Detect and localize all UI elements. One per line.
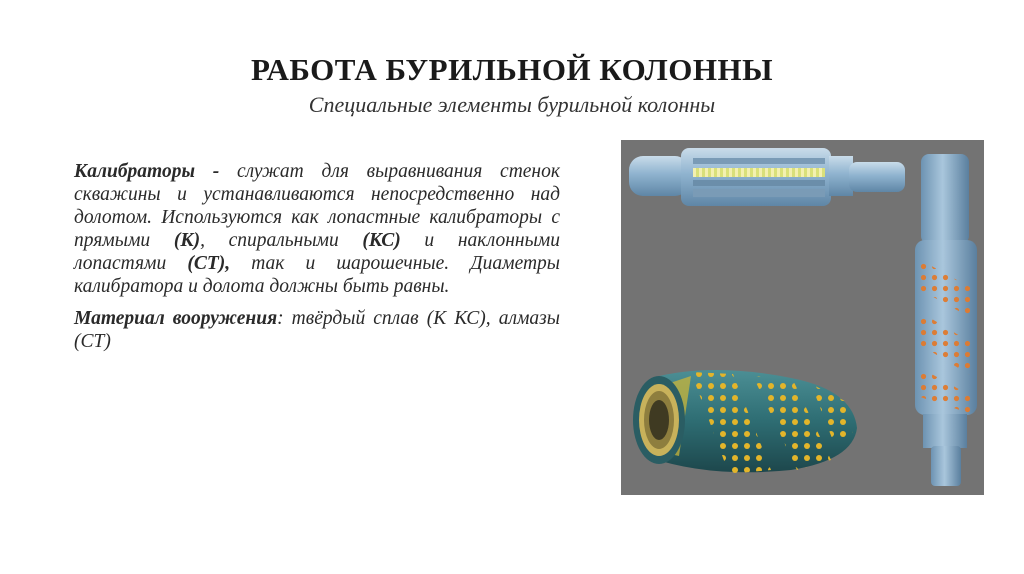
text-segment: , спиральными: [200, 230, 363, 251]
term-material: Материал вооружения: [74, 308, 278, 329]
text-segment: : твёрдый сплав (К КС), алмазы (СТ): [74, 308, 560, 352]
code-ks: (КС): [362, 230, 401, 251]
slide-subtitle: Специальные элементы бурильной колонны: [308, 92, 716, 117]
spiral-blade-calibrator-vertical: [915, 154, 977, 486]
code-k: (К): [173, 230, 201, 251]
text-segment: так и шарошечные. Диаметры калибратора и долота должны быть равны.: [74, 253, 561, 297]
code-st: (СТ),: [187, 253, 231, 274]
calibrators-image: [621, 140, 984, 495]
term-calibrators: Калибраторы -: [74, 161, 220, 182]
text-segment: служат для выравнивания стенок скважины и устанавливаются непосредственно над долотом. Используются как лопастные калибраторы с прямыми: [74, 161, 560, 251]
spiral-blade-calibrator-teal: [633, 370, 857, 474]
calibrators-illustration: [621, 140, 984, 495]
paragraph-calibrators: [74, 160, 560, 298]
paragraph-material: [74, 307, 560, 353]
text-segment: и наклонными лопастями: [74, 230, 561, 274]
slide-title: РАБОТА БУРИЛЬНОЙ КОЛОННЫ: [250, 52, 774, 87]
body-text: [74, 160, 560, 362]
straight-blade-calibrator: [629, 148, 905, 206]
